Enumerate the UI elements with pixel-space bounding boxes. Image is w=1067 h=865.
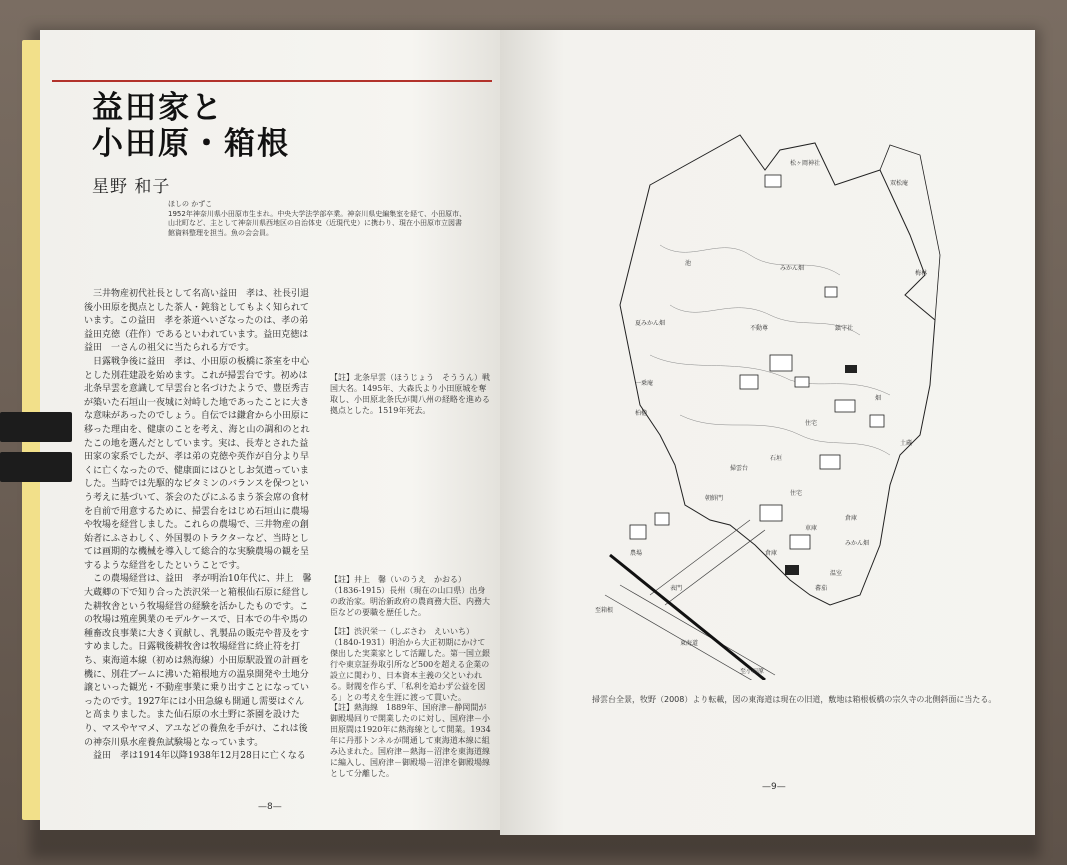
building bbox=[740, 375, 758, 389]
path-curve-4 bbox=[680, 415, 890, 455]
map-label: 夏みかん畑 bbox=[635, 320, 666, 327]
approach-road bbox=[650, 520, 765, 605]
map-label: 不動尊 bbox=[750, 325, 769, 332]
body-paragraph: 三井物産初代社長として名高い益田 孝は、社長引退後小田原を拠点とした茶人・鈍翁としてもよく知られています。この益田 孝を茶道へいざなったのは、孝の弟益田克徳（荘作）であるといわれています。益田克徳は益田 一さんの祖父に当たられる方です。 bbox=[84, 289, 310, 354]
map-label: 鎮守社 bbox=[835, 325, 854, 332]
page-number-right: —9— bbox=[762, 782, 786, 792]
bio-text: 1952年神奈川県小田原市生まれ。中央大学法学部卒業。神奈川県史編集室を経て、小田原市、山北町など、主として神奈川県西地区の自治体史（近現代史）に携わり、現在小田原市立図書館資料整理を担当。魚の会会員。 bbox=[168, 209, 467, 237]
article-title bbox=[92, 90, 290, 162]
binder-clip-upper bbox=[0, 412, 72, 442]
building bbox=[795, 377, 809, 387]
map-label: 蕃茄 bbox=[815, 585, 828, 592]
title-line-1: 益田家と bbox=[92, 90, 224, 126]
map-label: 掃雲台 bbox=[730, 465, 749, 472]
author-bio bbox=[168, 200, 468, 238]
map-label: 土蔵 bbox=[900, 440, 913, 447]
map-label: 倉庫 bbox=[845, 515, 858, 522]
building-filled bbox=[845, 365, 857, 373]
estate-map bbox=[590, 125, 950, 680]
map-label: 車庫 bbox=[805, 525, 818, 532]
map-label: 朝鮮門 bbox=[705, 495, 724, 502]
map-label: 畑 bbox=[875, 395, 882, 402]
header-rule bbox=[52, 80, 492, 82]
right-page bbox=[500, 30, 1035, 835]
bio-reading: ほしの かずこ bbox=[168, 200, 213, 208]
map-label: みかん畑 bbox=[845, 540, 870, 547]
map-label: 表門 bbox=[670, 585, 683, 592]
map-label: 双松庵 bbox=[890, 180, 909, 187]
map-label: 至小田原 bbox=[740, 668, 765, 675]
map-label: 石垣 bbox=[770, 455, 783, 462]
map-label: 住宅 bbox=[805, 420, 818, 427]
footnote-shibusawa: 【註】渋沢栄一（しぶさわ えいいち）（1840-1931）明治から大正初期にかけて傑出した実業家として活躍した。第一国立銀行や東京証券取引所など500を超える企業の設立に関わり、日本資本主義の父といわれる。財閥を作らず、「私利を追わず公益を図る」との考えを生涯に渡って貫いた。 bbox=[330, 627, 490, 702]
footnote-atami-line: 【註】熱海線 1889年、国府津－静岡間が御殿場回りで開業したのに対し、国府津－小田原間は1920年に熱海線として開業。1934年に丹那トンネルが開通して東海道本線に組み込まれた。国府津－熱海－沼津を東海道線に編入し、国府津－御殿場－沼津を御殿場線として分離した。 bbox=[330, 703, 491, 778]
map-label: 柏櫓 bbox=[635, 410, 648, 417]
body-paragraph: この農場経営は、益田 孝が明治10年代に、井上 馨大蔵卿の下で知り合った渋沢栄一と箱根仙石原に経営した耕牧舎という牧場経営の経験を活かしたものです。この牧場は殖産興業のモデルケースで、日本での牛や馬の種畜改良事業に大きく貢献し、乳製品の販売や普及をすすめました。日露戦後耕牧舎は牧場経営に終止符を打ち、東海道本線（初めは熱海線）小田原駅設置の計画を機に、別荘ブームに沸いた箱根地方の温泉開発や土地分譲といった観光・不動産事業に乗り出すことになっていったのです。1927年には小田急線も開通し需要はぐんと高まりました。また仙石原の水土野に茶園を設けたり、マスやヤマメ、アユなどの養魚を手がけ、これは後の神奈川県水産養魚試験場となっています。 bbox=[84, 574, 312, 748]
map-label: 東海道 bbox=[680, 640, 699, 647]
body-column bbox=[84, 288, 312, 764]
map-label: 温室 bbox=[830, 570, 843, 577]
map-label: 一乗庵 bbox=[635, 380, 654, 387]
east-boundary bbox=[880, 145, 940, 320]
binder-clip-lower bbox=[0, 452, 72, 482]
footnote-inoue: 【註】井上 馨（いのうえ かおる）（1836-1915）長州（現在の山口県）出身の政治家。明治新政府の農商務大臣、内務大臣などの要職を歴任した。 bbox=[330, 575, 490, 617]
page-number-left: —8— bbox=[258, 802, 282, 812]
building bbox=[820, 455, 840, 469]
building bbox=[870, 415, 884, 427]
building bbox=[655, 513, 669, 525]
building bbox=[790, 535, 810, 549]
author-name: 星野 和子 bbox=[92, 177, 171, 197]
map-label: 松ヶ岡神社 bbox=[790, 160, 821, 167]
map-label: 農場 bbox=[630, 550, 643, 557]
map-label: 梅林 bbox=[915, 270, 928, 277]
building bbox=[760, 505, 782, 521]
map-caption: 掃雲台全景，牧野（2008）より転載，図の東海道は現在の旧道，敷地は箱根板橋の宗久寺の北側斜面に当たる。 bbox=[592, 695, 997, 704]
body-paragraph: 益田 孝は1914年以降1938年12月28日に亡くなる bbox=[93, 751, 306, 762]
footnote-hojo: 【註】北条早雲（ほうじょう そううん）戦国大名。1495年、大森氏より小田原城を奪取し、小田原北条氏が関八州の経略を進める拠点とした。1519年死去。 bbox=[330, 373, 490, 415]
building bbox=[835, 400, 855, 412]
map-label: 池 bbox=[685, 260, 692, 267]
building bbox=[770, 355, 792, 371]
left-page bbox=[40, 30, 504, 830]
building-filled bbox=[785, 565, 799, 575]
map-label: みかん畑 bbox=[780, 265, 805, 272]
building bbox=[765, 175, 781, 187]
map-label: 倉庫 bbox=[765, 550, 778, 557]
body-paragraph: 日露戦争後に益田 孝は、小田原の板橋に茶室を中心とした別荘建設を始めます。これが掃雲台です。初めは北条早雲を意識して早雲台と名づけたようで、豊臣秀吉が築いた石垣山一夜城に対峙した地であったことに大きな意味があったのでしょう。自伝では鎌倉から小田原に移った理由を、健康のことを考え、海と山の調和のとれたこの地を選んだとしています。実は、長寿とされた益田家の家系でしたが、孝は弟の克徳や英作が自分より早くに亡くなったので、健康面にはひとしお気遣っていました。当時では先駆的なビタミンのバランスを保つという考えに基づいて、茶会のたびにふるまう茶会席の食材を自前で用意するために、掃雲台をはじめ石垣山に農場や牧場を経営しました。これらの農場で、三井物産の創始者にふさわしく、外国製のトラクターなど、当時としては画期的な機械を導入して総合的な実験農場の観を呈するような経営をしたということです。 bbox=[84, 356, 310, 571]
map-label: 住宅 bbox=[790, 490, 803, 497]
railway-line bbox=[610, 555, 765, 680]
map-label: 至箱根 bbox=[595, 607, 614, 614]
building bbox=[630, 525, 646, 539]
building bbox=[825, 287, 837, 297]
title-line-2: 小田原・箱根 bbox=[92, 126, 290, 162]
